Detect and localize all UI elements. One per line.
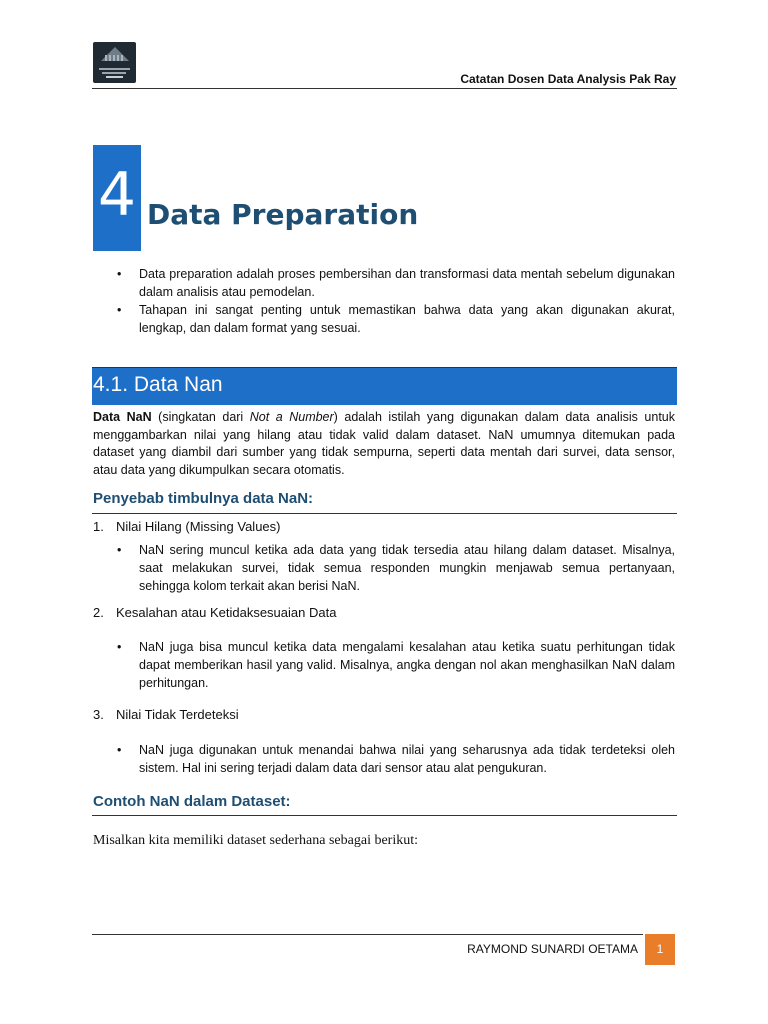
definition-term: Data NaN [93,410,152,424]
nan-definition [93,409,675,479]
header-title: Catatan Dosen Data Analysis Pak Ray [460,72,676,86]
cause-number: 3. [93,707,104,722]
intro-bullet-text: Tahapan ini sangat penting untuk memastikan bahwa data yang akan digunakan akurat, lengkap, dan dalam format yang sesuai. [139,303,675,335]
definition-italic: Not a Number [249,410,334,424]
cause-title: Nilai Tidak Terdeteksi [116,707,239,722]
definition-post: ) adalah istilah yang digunakan dalam data analisis untuk menggambarkan nilai yang hilang atau tidak valid dalam dataset. NaN umumnya ditemukan pada dataset yang diambil dari sumber yang tidak sempurna, seperti data mentah dari survei, data sensor, atau data yang dikumpulkan secara otomatis. [93,410,675,477]
bullet-icon: • [117,267,122,281]
logo-line [102,72,126,74]
logo-line [99,68,130,70]
cause-detail-item [117,638,675,692]
page-number: 1 [645,934,675,965]
cause-detail-list [117,638,675,692]
bullet-icon: • [117,640,122,654]
cause-number: 1. [93,519,104,534]
logo-bars [105,55,125,61]
logo-line [106,76,123,78]
bullet-icon: • [117,743,122,757]
section-title: 4.1. Data Nan [93,373,223,396]
chapter-number: 4 [97,160,137,230]
cause-item-title [93,519,280,534]
intro-bullet-text: Data preparation adalah proses pembersihan dan transformasi data mentah sebelum digunakan dalam analisis atau pemodelan. [139,267,675,299]
causes-divider [92,513,677,514]
footer-divider [92,934,643,935]
cause-title: Kesalahan atau Ketidaksesuaian Data [116,605,337,620]
example-text: Misalkan kita memiliki dataset sederhana sebagai berikut: [93,833,419,848]
cause-detail-text: NaN juga digunakan untuk menandai bahwa nilai yang seharusnya ada tidak terdeteksi oleh sistem. Hal ini sering terjadi dalam data dari sensor atau alat pengukuran. [139,743,675,775]
intro-bullet-item [117,301,675,337]
header-divider [92,88,677,89]
causes-heading: Penyebab timbulnya data NaN: [93,490,314,507]
intro-bullet-item [117,265,675,301]
bullet-icon: • [117,543,122,557]
bullet-icon: • [117,303,122,317]
data-analysis-logo [93,42,136,83]
cause-detail-list [117,741,675,777]
example-heading: Contoh NaN dalam Dataset: [93,793,291,810]
cause-title: Nilai Hilang (Missing Values) [116,519,281,534]
cause-number: 2. [93,605,104,620]
chapter-title: Data Preparation [147,198,419,231]
footer-author: RAYMOND SUNARDI OETAMA [467,942,638,956]
intro-bullet-list [117,265,675,337]
cause-detail-text: NaN juga bisa muncul ketika data mengalami kesalahan atau ketika suatu perhitungan tidak dapat memberikan hasil yang valid. Misalnya, angka dengan nol akan menghasilkan NaN dalam perhitungan. [139,640,675,690]
definition-pre: (singkatan dari [151,410,250,424]
cause-detail-item [117,541,675,595]
cause-detail-list [117,541,675,595]
cause-detail-text: NaN sering muncul ketika ada data yang tidak tersedia atau hilang dalam dataset. Misalnya, saat melakukan survei, tidak semua responden mungkin menjawab semua pertanyaan, sehingga kolom terkait akan berisi NaN. [139,543,675,593]
example-divider [92,815,677,816]
cause-item-title [93,605,336,620]
cause-item-title [93,707,239,722]
cause-detail-item [117,741,675,777]
